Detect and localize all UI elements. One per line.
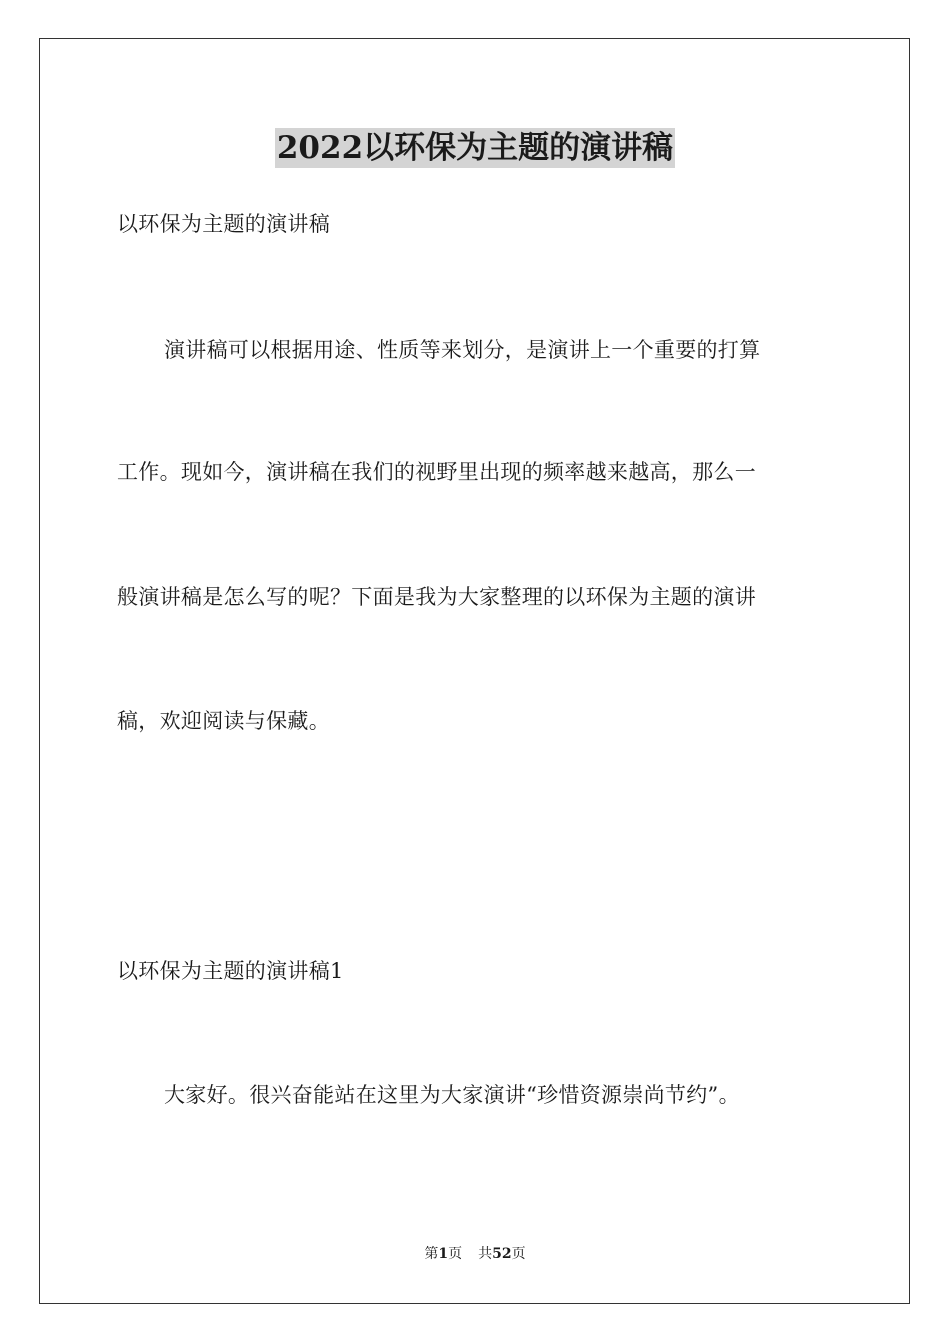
document-subtitle: 以环保为主题的演讲稿 [117,212,330,236]
intro-line-1: 演讲稿可以根据用途、性质等来划分，是演讲上一个重要的打算 [164,338,761,362]
intro-line-2: 工作。现如今，演讲稿在我们的视野里出现的频率越来越高，那么一 [117,460,756,484]
footer-page-suffix: 页 [448,1246,463,1262]
footer-page-prefix: 第 [424,1246,439,1262]
section-paragraph-line: 大家好。很兴奋能站在这里为大家演讲“珍惜资源崇尚节约”。 [164,1083,740,1107]
footer-page-current: 1 [438,1246,449,1262]
intro-line-4: 稿，欢迎阅读与保藏。 [117,709,330,733]
document-title-text: 2022以环保为主题的演讲稿 [276,130,674,166]
footer-total-pages: 52 [492,1246,512,1262]
page-footer [0,1244,950,1264]
footer-total-suffix: 页 [511,1246,526,1262]
document-title [0,128,950,168]
footer-total-prefix: 共 [478,1246,493,1262]
section-heading: 以环保为主题的演讲稿1 [117,959,344,983]
intro-line-3: 般演讲稿是怎么写的呢？下面是我为大家整理的以环保为主题的演讲 [117,585,756,609]
